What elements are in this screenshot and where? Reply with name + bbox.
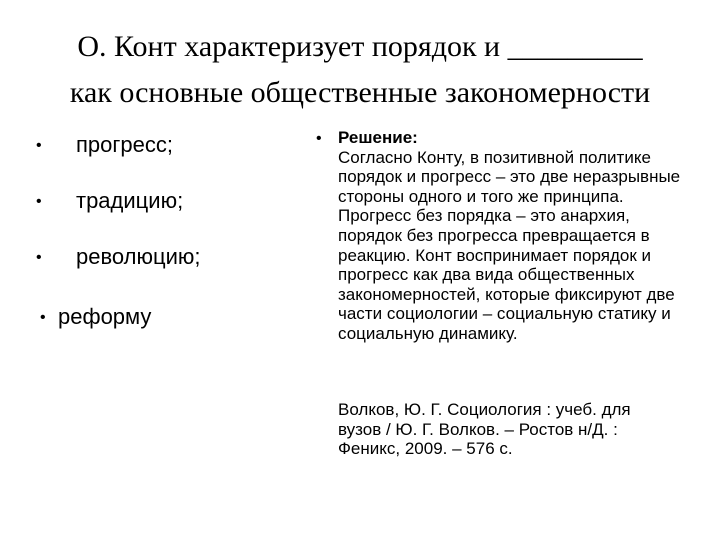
answer-option-reform xyxy=(40,304,151,331)
question-title xyxy=(20,24,700,116)
answer-option-progress xyxy=(36,132,173,159)
bullet-icon: • xyxy=(316,130,322,147)
answer-option-label: прогресс; xyxy=(76,132,173,157)
solution-heading: Решение: xyxy=(338,128,418,147)
answer-option-revolution xyxy=(36,244,201,271)
bullet-icon: • xyxy=(40,309,46,326)
source-citation: Волков, Ю. Г. Социология : учеб. для вузов / Ю. Г. Волков. – Ростов н/Д. : Феникс, 2009. – 576 с. xyxy=(338,400,631,459)
bullet-icon: • xyxy=(36,137,42,154)
solution-text: Согласно Конту, в позитивной политике порядок и прогресс – это две неразрывные стороны одного и того же принципа. Прогресс без порядка – это анархия, порядок без прогресса превращается в реакцию. Конт воспринимает порядок и прогресс как два вида общественных закономерностей, которые фиксируют две части социологии – социальную статику и социальную динамику. xyxy=(338,147,681,343)
answer-option-tradition xyxy=(36,188,183,215)
answer-option-label: реформу xyxy=(58,304,152,329)
question-title-line-2: как основные общественные закономерности xyxy=(69,76,651,109)
bullet-icon: • xyxy=(36,193,42,210)
answer-option-label: революцию; xyxy=(76,244,201,269)
bullet-icon: • xyxy=(36,249,42,266)
solution-body xyxy=(338,128,688,344)
answer-option-label: традицию; xyxy=(76,188,184,213)
question-title-line-1: О. Конт характеризует порядок и _________ xyxy=(77,30,643,63)
